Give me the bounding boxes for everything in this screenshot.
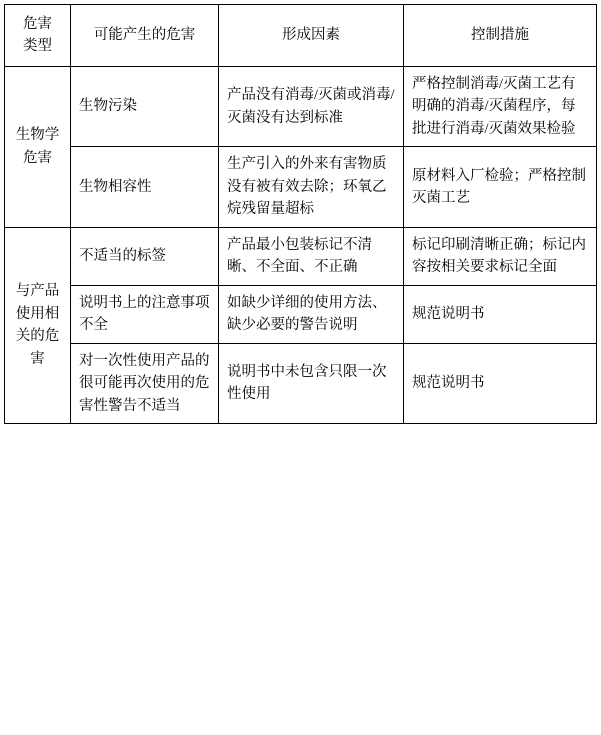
- table-header-row: [5, 5, 597, 67]
- table-row: [5, 343, 597, 423]
- hazard-name: 生物污染: [71, 66, 219, 146]
- hazard-factor: 产品最小包装标记不清晰、不全面、不正确: [219, 227, 404, 285]
- hazard-factor: 产品没有消毒/灭菌或消毒/灭菌没有达到标准: [219, 66, 404, 146]
- column-header-hazard-type: [5, 5, 71, 67]
- table-row: [5, 147, 597, 227]
- table-row: [5, 227, 597, 285]
- column-header-factor: 形成因素: [219, 5, 404, 67]
- column-header-possible-hazard: 可能产生的危害: [71, 5, 219, 67]
- hazard-name: 对一次性使用产品的很可能再次使用的危害性警告不适当: [71, 343, 219, 423]
- hazard-control: 严格控制消毒/灭菌工艺有明确的消毒/灭菌程序，每批进行消毒/灭菌效果检验: [404, 66, 597, 146]
- column-header-control: 控制措施: [404, 5, 597, 67]
- column-header-hazard-type-line2: 类型: [23, 38, 52, 55]
- hazard-control: 标记印刷清晰正确；标记内容按相关要求标记全面: [404, 227, 597, 285]
- hazard-name: 生物相容性: [71, 147, 219, 227]
- hazard-factor: 说明书中未包含只限一次性使用: [219, 343, 404, 423]
- hazard-name: 不适当的标签: [71, 227, 219, 285]
- category-label: 生物学危害: [15, 127, 60, 166]
- hazard-name: 说明书上的注意事项不全: [71, 285, 219, 343]
- hazard-control: 规范说明书: [404, 343, 597, 423]
- category-cell-biological: [5, 66, 71, 227]
- table-row: [5, 66, 597, 146]
- category-cell-usage: [5, 227, 71, 423]
- column-header-hazard-type-line1: 危害: [23, 16, 52, 32]
- hazard-control: 原材料入厂检验；严格控制灭菌工艺: [404, 147, 597, 227]
- hazard-analysis-table: [4, 4, 597, 424]
- hazard-factor: 如缺少详细的使用方法、缺少必要的警告说明: [219, 285, 404, 343]
- table-row: [5, 285, 597, 343]
- hazard-factor: 生产引入的外来有害物质没有被有效去除；环氧乙烷残留量超标: [219, 147, 404, 227]
- category-label: 与产品使用相关的危害: [15, 283, 60, 367]
- hazard-control: 规范说明书: [404, 285, 597, 343]
